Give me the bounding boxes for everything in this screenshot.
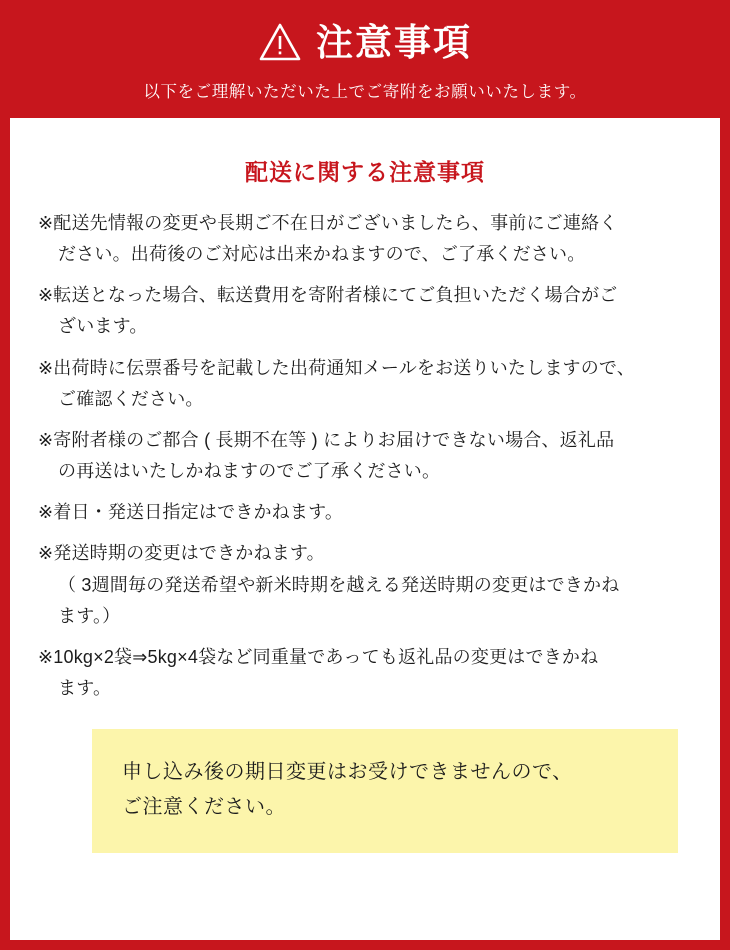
notes-list xyxy=(38,209,692,703)
header-subtitle: 以下をご理解いただいた上でご寄附をお願いいたします。 xyxy=(143,82,587,101)
callout-line-1: 申し込み後の期日変更はお受けできませんので、 xyxy=(122,761,573,784)
note-item: ※寄附者様のご都合 ( 長期不在等 ) によりお届けできない場合、返礼品 xyxy=(38,429,615,450)
note-item-cont: （ 3週間毎の発送希望や新米時期を越える発送時期の変更はできかね xyxy=(58,574,620,595)
note-item: ※転送となった場合、転送費用を寄附者様にてご負担いただく場合がご xyxy=(38,285,618,306)
note-item-cont: の再送はいたしかねますのでご了承ください。 xyxy=(58,461,441,482)
note-item: ※発送時期の変更はできかねます。 xyxy=(38,543,325,564)
note-item: ※出荷時に伝票番号を記載した出荷通知メールをお送りいたしますので、 xyxy=(38,357,635,378)
note-item-cont: ださい。出荷後のご対応は出来かねますので、ご了承ください。 xyxy=(58,244,586,265)
notice-card xyxy=(10,118,720,940)
note-item: ※10kg×2袋⇒5kg×4袋など同重量であっても返礼品の変更はできかね xyxy=(38,646,599,667)
note-item: ※着日・発送日指定はできかねます。 xyxy=(38,502,344,523)
callout-box xyxy=(92,729,678,853)
note-item: ※配送先情報の変更や長期ご不在日がございましたら、事前にご連絡く xyxy=(38,213,618,233)
header-title-row xyxy=(258,21,472,65)
section-title: 配送に関する注意事項 xyxy=(245,159,485,185)
note-item-cont: ます。） xyxy=(58,605,121,626)
callout-line-2: ご注意ください。 xyxy=(122,796,286,819)
notice-header xyxy=(0,0,730,118)
note-item-cont: ます。 xyxy=(58,678,112,699)
note-item-cont: ざいます。 xyxy=(58,316,148,337)
note-item-cont: ご確認ください。 xyxy=(58,388,204,409)
warning-triangle-icon xyxy=(258,21,302,65)
page-title: 注意事項 xyxy=(316,22,472,63)
